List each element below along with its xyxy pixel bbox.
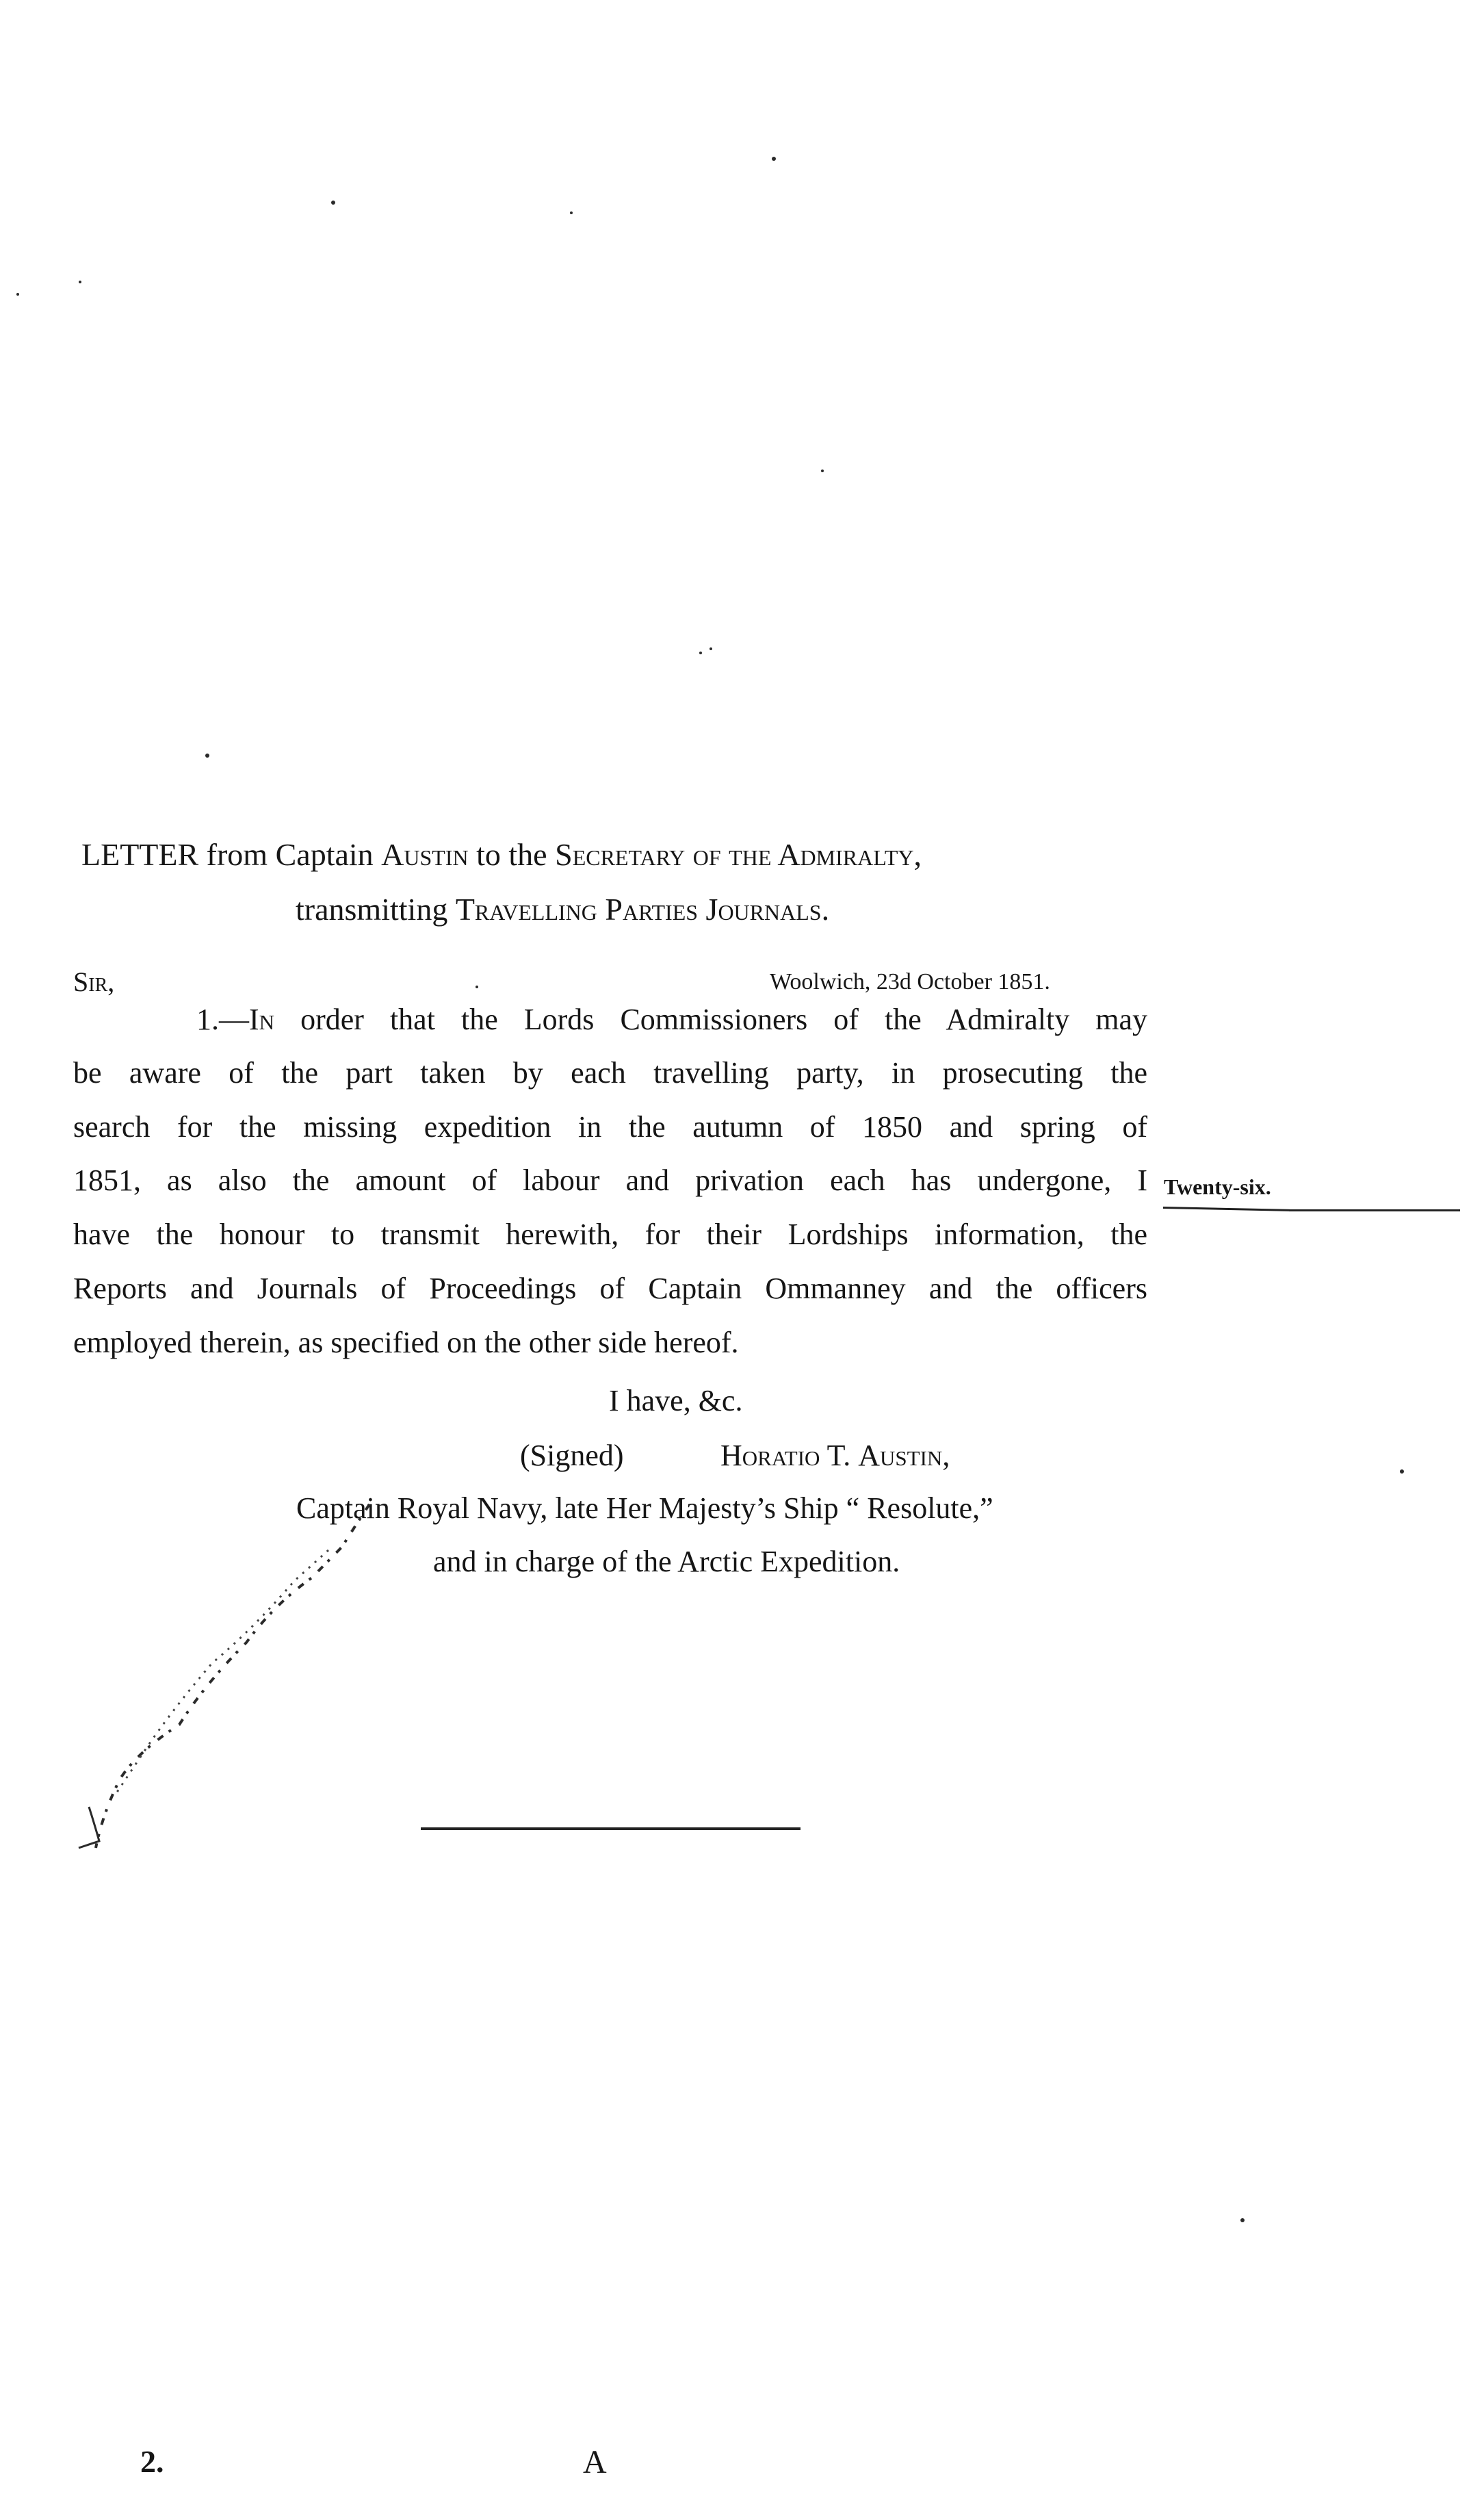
title-text: to the <box>468 837 556 872</box>
signer-initial: T. <box>820 1439 859 1472</box>
paragraph-initial: In <box>249 1003 275 1036</box>
body-line: Reports and Journals of Proceedings of Captain Ommanney and the officers <box>73 1272 1147 1305</box>
subtitle-text: . <box>821 892 830 927</box>
title-recipient: Secretary of the Admiralty <box>555 837 914 872</box>
signer-comma: , <box>942 1439 950 1472</box>
body-line: have the honour to transmit herewith, for their Lordships information, the <box>73 1218 1147 1251</box>
signature-mark: A <box>583 2444 607 2480</box>
signer-first: Horatio <box>720 1439 820 1472</box>
subtitle-text: transmitting <box>296 892 456 927</box>
title-author: Austin <box>381 837 469 872</box>
salutation: Sir, <box>73 966 115 997</box>
subtitle-subject: Travelling Parties Journals <box>455 892 822 927</box>
closing: I have, &c. <box>609 1384 743 1417</box>
signer-last: Austin <box>858 1439 943 1472</box>
signer-rank: Captain Royal Navy, late Her Majesty’s Ship “ Resolute,” <box>296 1491 993 1525</box>
paragraph-number: 1.— <box>196 1003 249 1036</box>
signer-role: and in charge of the Arctic Expedition. <box>433 1545 900 1578</box>
signed-label: (Signed) <box>520 1439 624 1472</box>
title-text: , <box>913 837 922 872</box>
margin-note: Twenty-six. <box>1164 1174 1271 1199</box>
title-text: LETTER from Captain <box>81 837 382 872</box>
page-number: 2. <box>140 2444 164 2479</box>
body-text: order that the Lords Commissioners of the Admiralty may <box>274 1003 1147 1036</box>
body-line: be aware of the part taken by each travelling party, in prosecuting the <box>73 1056 1147 1090</box>
body-line: 1851, as also the amount of labour and privation each has undergone, I <box>73 1163 1147 1197</box>
body-line: search for the missing expedition in the autumn of 1850 and spring of <box>73 1110 1147 1144</box>
body-line: employed therein, as specified on the other side hereof. <box>73 1326 739 1359</box>
dateline: Woolwich, 23d October 1851. <box>770 969 1050 994</box>
